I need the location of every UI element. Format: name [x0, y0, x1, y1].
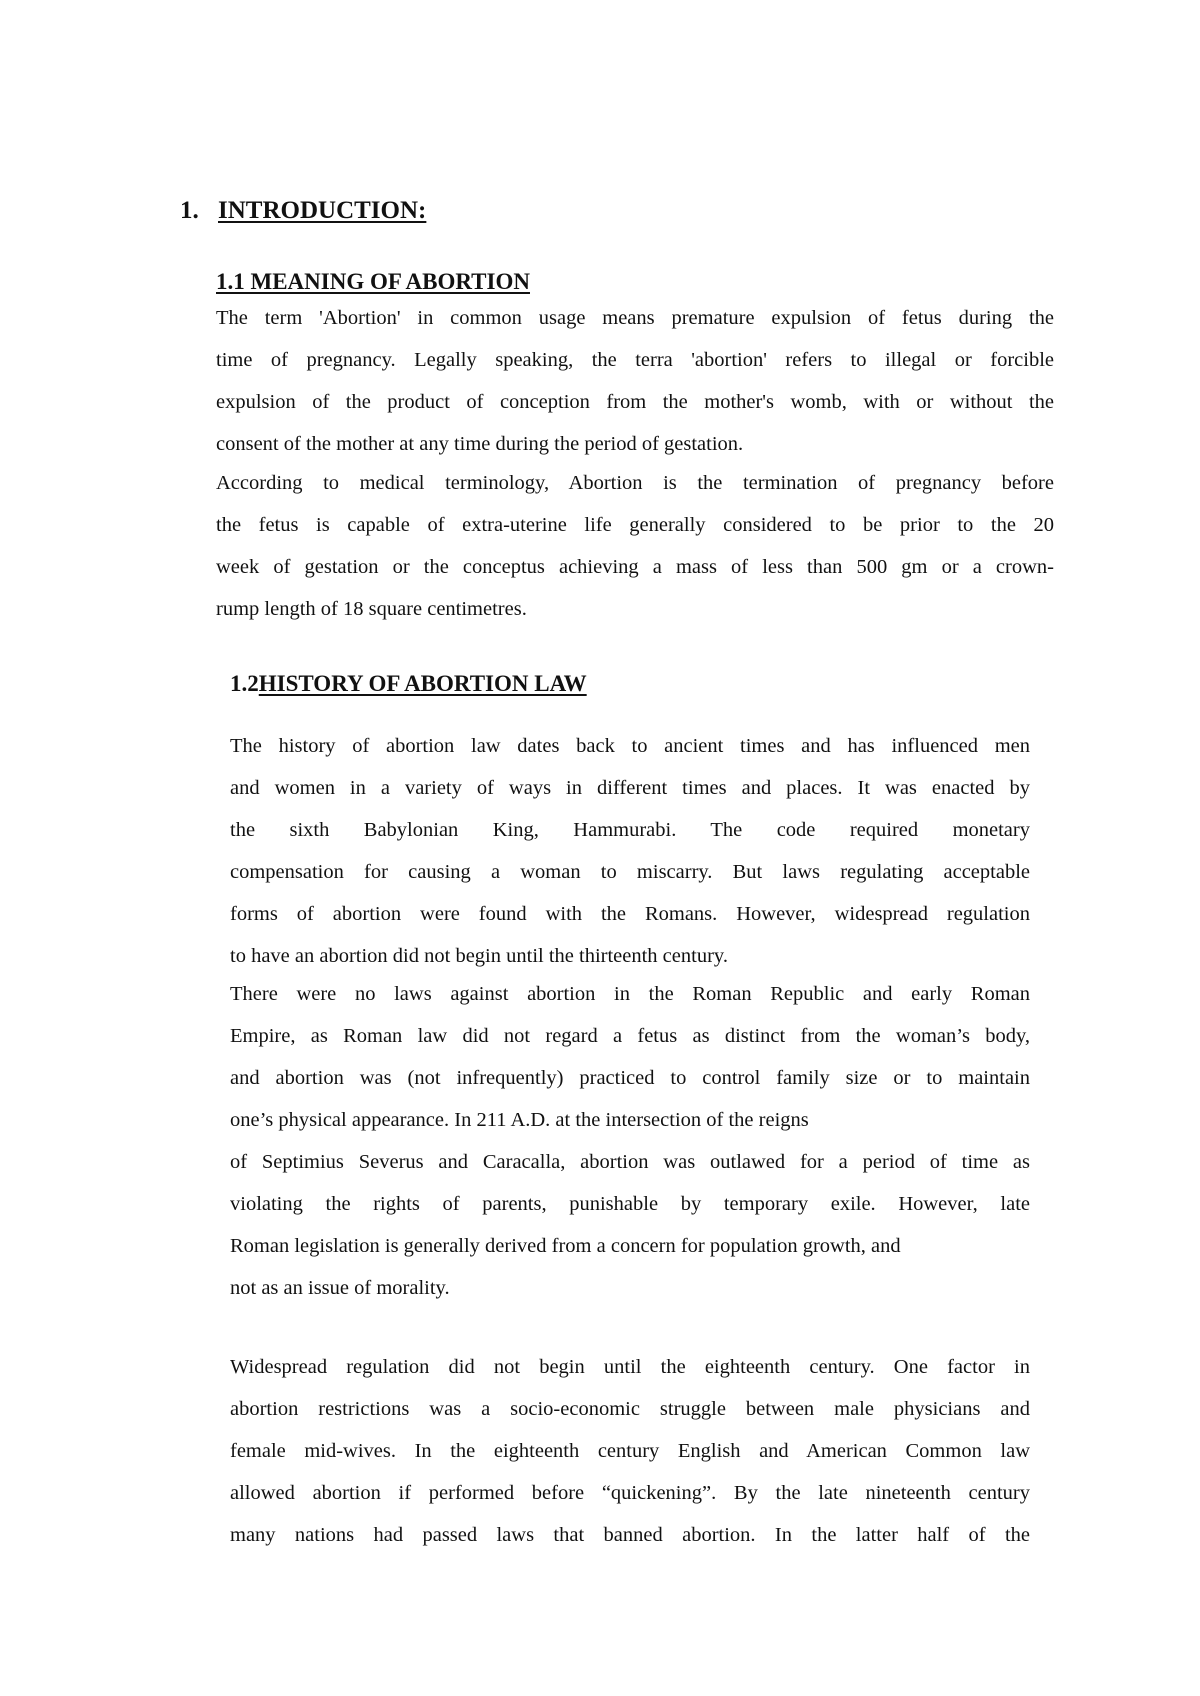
- text-line: The history of abortion law dates back to ancient times and has influenced men: [230, 735, 1030, 757]
- text-line: compensation for causing a woman to miscarry. But laws regulating acceptable: [230, 861, 1030, 883]
- text-line: and abortion was (not infrequently) practiced to control family size or to maintain: [230, 1067, 1030, 1089]
- text-line: the fetus is capable of extra-uterine life generally considered to be prior to the 20: [216, 514, 1054, 536]
- section-heading-introduction: [180, 196, 426, 226]
- text-line: forms of abortion were found with the Romans. However, widespread regulation: [230, 903, 1030, 925]
- text-line: and women in a variety of ways in different times and places. It was enacted by: [230, 777, 1030, 799]
- text-line: the sixth Babylonian King, Hammurabi. The code required monetary: [230, 819, 1030, 841]
- text-line: There were no laws against abortion in the Roman Republic and early Roman: [230, 983, 1030, 1005]
- text-line: Roman legislation is generally derived from a concern for population growth, and: [230, 1235, 901, 1257]
- subheading-text: HISTORY OF ABORTION LAW: [258, 671, 587, 696]
- paragraph-history-1: [230, 725, 1030, 977]
- text-line: to have an abortion did not begin until the thirteenth century.: [230, 945, 728, 967]
- paragraph-history-2: [230, 973, 1030, 1309]
- text-line: Empire, as Roman law did not regard a fetus as distinct from the woman’s body,: [230, 1025, 1030, 1047]
- text-line: abortion restrictions was a socio-economic struggle between male physicians and: [230, 1398, 1030, 1420]
- text-line: allowed abortion if performed before “quickening”. By the late nineteenth century: [230, 1482, 1030, 1504]
- text-line: rump length of 18 square centimetres.: [216, 598, 527, 620]
- text-line: female mid-wives. In the eighteenth century English and American Common law: [230, 1440, 1030, 1462]
- section-title: INTRODUCTION:: [218, 197, 427, 224]
- text-line: time of pregnancy. Legally speaking, the terra 'abortion' refers to illegal or forcible: [216, 349, 1054, 371]
- paragraph-meaning-1: [216, 297, 1054, 465]
- text-line: violating the rights of parents, punishable by temporary exile. However, late: [230, 1193, 1030, 1215]
- text-line: consent of the mother at any time during the period of gestation.: [216, 433, 744, 455]
- text-line: The term 'Abortion' in common usage means premature expulsion of fetus during the: [216, 307, 1054, 329]
- subheading-history-of-abortion-law: [230, 670, 587, 698]
- subheading-meaning-of-abortion: [216, 268, 530, 296]
- subheading-text: 1.1 MEANING OF ABORTION: [216, 269, 530, 294]
- text-line: one’s physical appearance. In 211 A.D. at the intersection of the reigns: [230, 1109, 809, 1131]
- text-line: Widespread regulation did not begin until the eighteenth century. One factor in: [230, 1356, 1030, 1378]
- subheading-number: 1.2: [230, 671, 259, 696]
- paragraph-meaning-2: [216, 462, 1054, 630]
- paragraph-history-3: [230, 1346, 1030, 1556]
- text-line: According to medical terminology, Abortion is the termination of pregnancy before: [216, 472, 1054, 494]
- text-line: expulsion of the product of conception from the mother's womb, with or without the: [216, 391, 1054, 413]
- text-line: many nations had passed laws that banned abortion. In the latter half of the: [230, 1524, 1030, 1546]
- text-line: of Septimius Severus and Caracalla, abortion was outlawed for a period of time as: [230, 1151, 1030, 1173]
- text-line: not as an issue of morality.: [230, 1277, 450, 1299]
- text-line: week of gestation or the conceptus achieving a mass of less than 500 gm or a crown-: [216, 556, 1054, 578]
- section-number: 1.: [180, 197, 199, 224]
